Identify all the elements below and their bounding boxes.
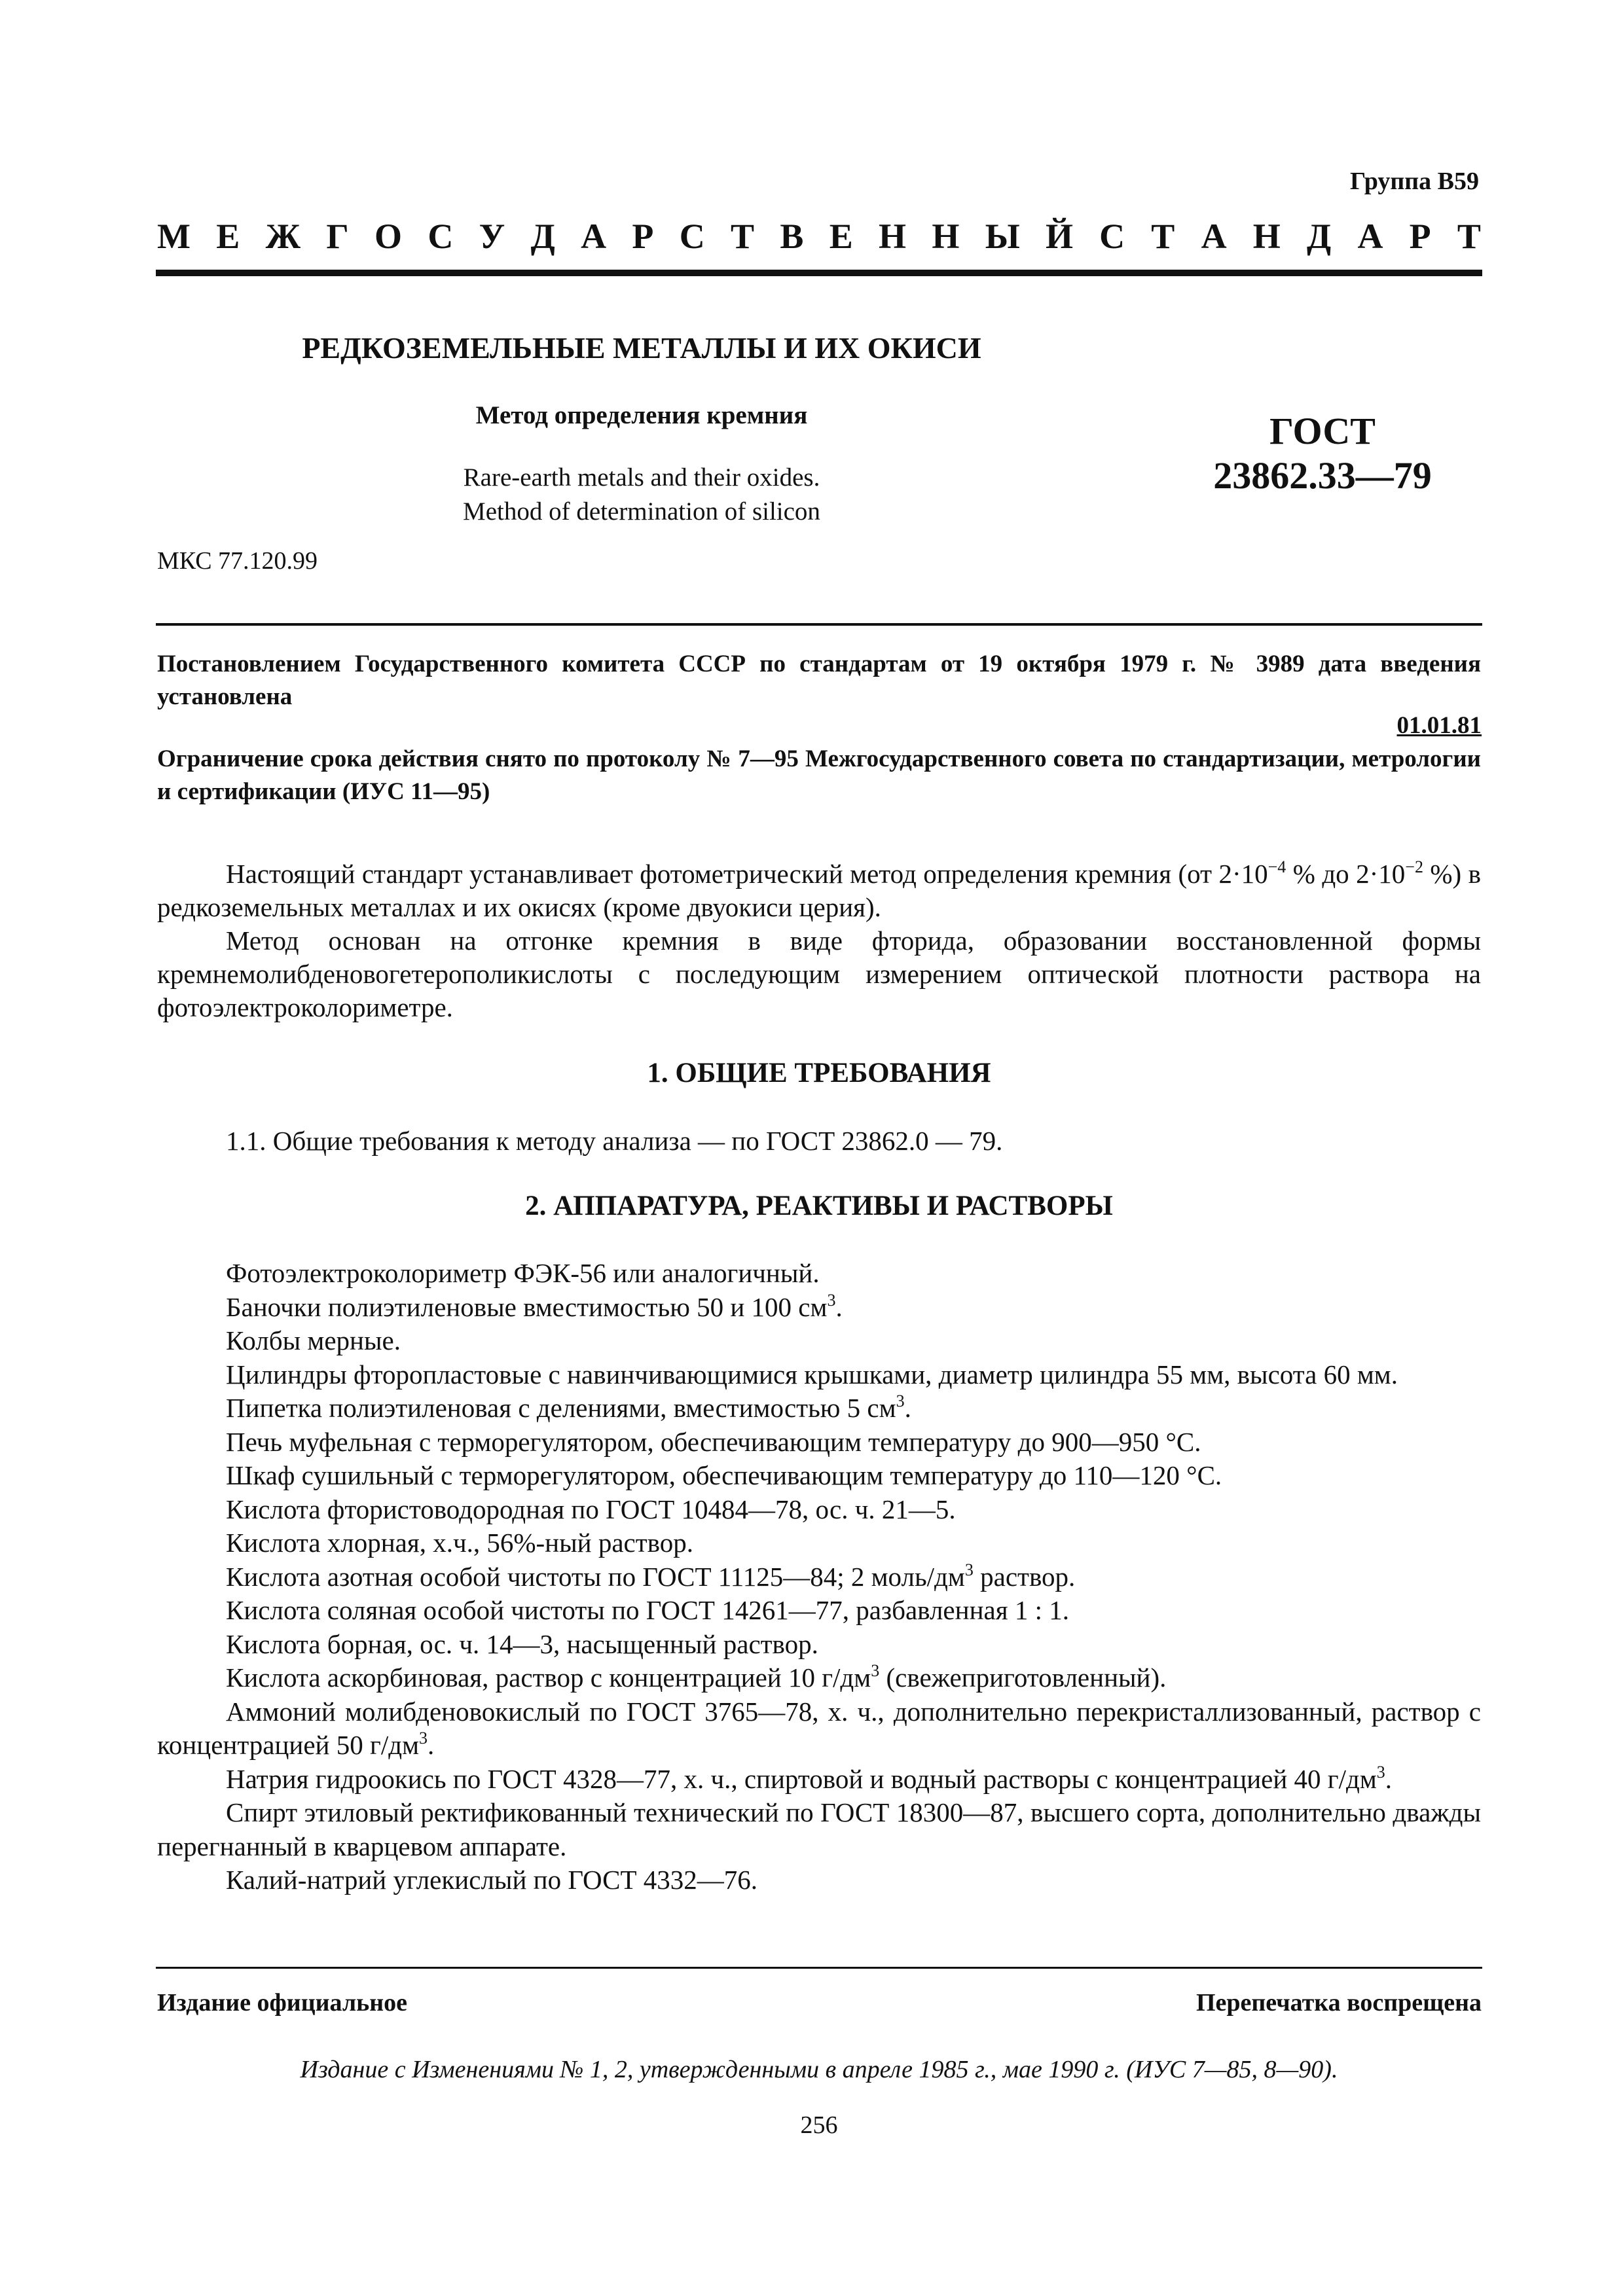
list-item: Колбы мерные.	[226, 1325, 401, 1355]
standard-banner	[157, 216, 1481, 257]
list-item: Печь муфельная с терморегулятором, обеспечивающим температуру до 900—950 °С.	[226, 1426, 1201, 1457]
list-item: Кислота фтористоводородная по ГОСТ 10484—78, ос. ч. 21—5.	[226, 1494, 956, 1524]
document-subtitle: Метод определения кремния	[475, 401, 808, 429]
reprint-prohibited-label: Перепечатка воспрещена	[1195, 1989, 1482, 2017]
clause-1-1: 1.1. Общие требования к методу анализа — по ГОСТ 23862.0 — 79.	[226, 1126, 1003, 1156]
mks-code: МКС 77.120.99	[157, 547, 318, 575]
meta-rule	[156, 623, 1482, 626]
list-item: Кислота борная, ос. ч. 14—3, насыщенный раствор.	[226, 1628, 818, 1659]
english-title-line-2: Method of determination of silicon	[463, 497, 820, 526]
page-number: 256	[800, 2111, 838, 2139]
list-item: Натрия гидроокись по ГОСТ 4328—77, х. ч., спиртовой и водный растворы с концентрацией 40 $г/дм^3$.	[226, 1762, 1393, 1794]
gost-label: ГОСТ	[1269, 410, 1376, 452]
intro-block	[157, 857, 1481, 1024]
list-item: Кислота хлорная, х.ч., 56%-ный раствор.	[226, 1528, 693, 1558]
intro-paragraph-2: Метод основан на отгонке кремния в виде фторида, образовании восстановленной формы кремнемолибденовогетерополикислоты с последующим измерением оптической плотности раствора на фотоэлектроколориметре.	[157, 925, 1481, 1022]
list-item: Баночки полиэтиленовые вместимостью 50 и 100 $см^3$.	[226, 1290, 843, 1322]
list-item: Цилиндры фторопластовые с навинчивающимися крышками, диаметр цилиндра 55 мм, высота 60 мм.	[226, 1359, 1398, 1390]
gost-number: 23862.33—79	[1213, 454, 1432, 497]
banner-right: С Т А Н Д А Р Т	[1099, 217, 1481, 256]
footer-rule	[156, 1967, 1482, 1969]
list-item: Кислота азотная особой чистоты по ГОСТ 11125—84; 2 моль/$дм^3$ раствор.	[226, 1560, 1076, 1592]
english-title	[157, 461, 1126, 529]
section-1-heading: 1. ОБЩИЕ ТРЕБОВАНИЯ	[647, 1058, 991, 1088]
banner-left: М Е Ж Г О С У Д А Р С Т В Е Н Н Ы Й	[157, 217, 1074, 256]
list-item: Аммоний молибденовокислый по ГОСТ 3765—78, х. ч., дополнительно перекристаллизованный, раствор с концентрацией 50 $г/дм^3$.	[157, 1696, 1481, 1760]
list-item: Фотоэлектроколориметр ФЭК-56 или аналогичный.	[226, 1258, 820, 1288]
equipment-list	[157, 1257, 1481, 1897]
list-item: Пипетка полиэтиленовая с делениями, вместимостью 5 $см^3$.	[226, 1391, 911, 1423]
section-2-heading: 2. АППАРАТУРА, РЕАКТИВЫ И РАСТВОРЫ	[525, 1191, 1113, 1221]
document-title: РЕДКОЗЕМЕЛЬНЫЕ МЕТАЛЛЫ И ИХ ОКИСИ	[302, 331, 981, 365]
official-edition-label: Издание официальное	[157, 1989, 408, 2017]
limitation-text: Ограничение срока действия снято по протоколу № 7—95 Межгосударственного совета по стандартизации, метрологии и сертификации (ИУС 11—95)	[157, 745, 1481, 805]
intro-paragraph-1: Настоящий стандарт устанавливает фотометрический метод определения кремния (от $2\cdot 10^{-4}$ % до $2\cdot 10^{-2}$ %) в редкоземельных металлах и их окисях (кроме двуокиси церия).	[157, 857, 1481, 922]
section-1-body	[157, 1124, 1481, 1158]
list-item: Кислота аскорбиновая, раствор с концентрацией 10 $г/дм^3$ (свежеприготовленный).	[226, 1661, 1167, 1693]
edition-note: Издание с Изменениями № 1, 2, утвержденными в апреле 1985 г., мае 1990 г. (ИУС 7—85, 8—90).	[300, 2056, 1338, 2083]
gost-designation	[1185, 409, 1460, 498]
decree-text: Постановлением Государственного комитета СССР по стандартам от 19 октября 1979 г. № 3989 дата введения установлена	[157, 651, 1481, 710]
list-item: Спирт этиловый ректификованный технический по ГОСТ 18300—87, высшего сорта, дополнительно дважды перегнанный в кварцевом аппарате.	[157, 1797, 1481, 1861]
list-item: Кислота соляная особой чистоты по ГОСТ 14261—77, разбавленная 1 : 1.	[226, 1595, 1069, 1625]
english-title-line-1: Rare-earth metals and their oxides.	[463, 463, 820, 492]
header-rule	[156, 270, 1482, 276]
classification-group: Группа В59	[1349, 168, 1479, 195]
list-item: Калий-натрий углекислый по ГОСТ 4332—76.	[226, 1865, 758, 1895]
list-item: Шкаф сушильный с терморегулятором, обеспечивающим температуру до 110—120 °С.	[226, 1460, 1222, 1490]
intro-date: 01.01.81	[1396, 712, 1482, 739]
